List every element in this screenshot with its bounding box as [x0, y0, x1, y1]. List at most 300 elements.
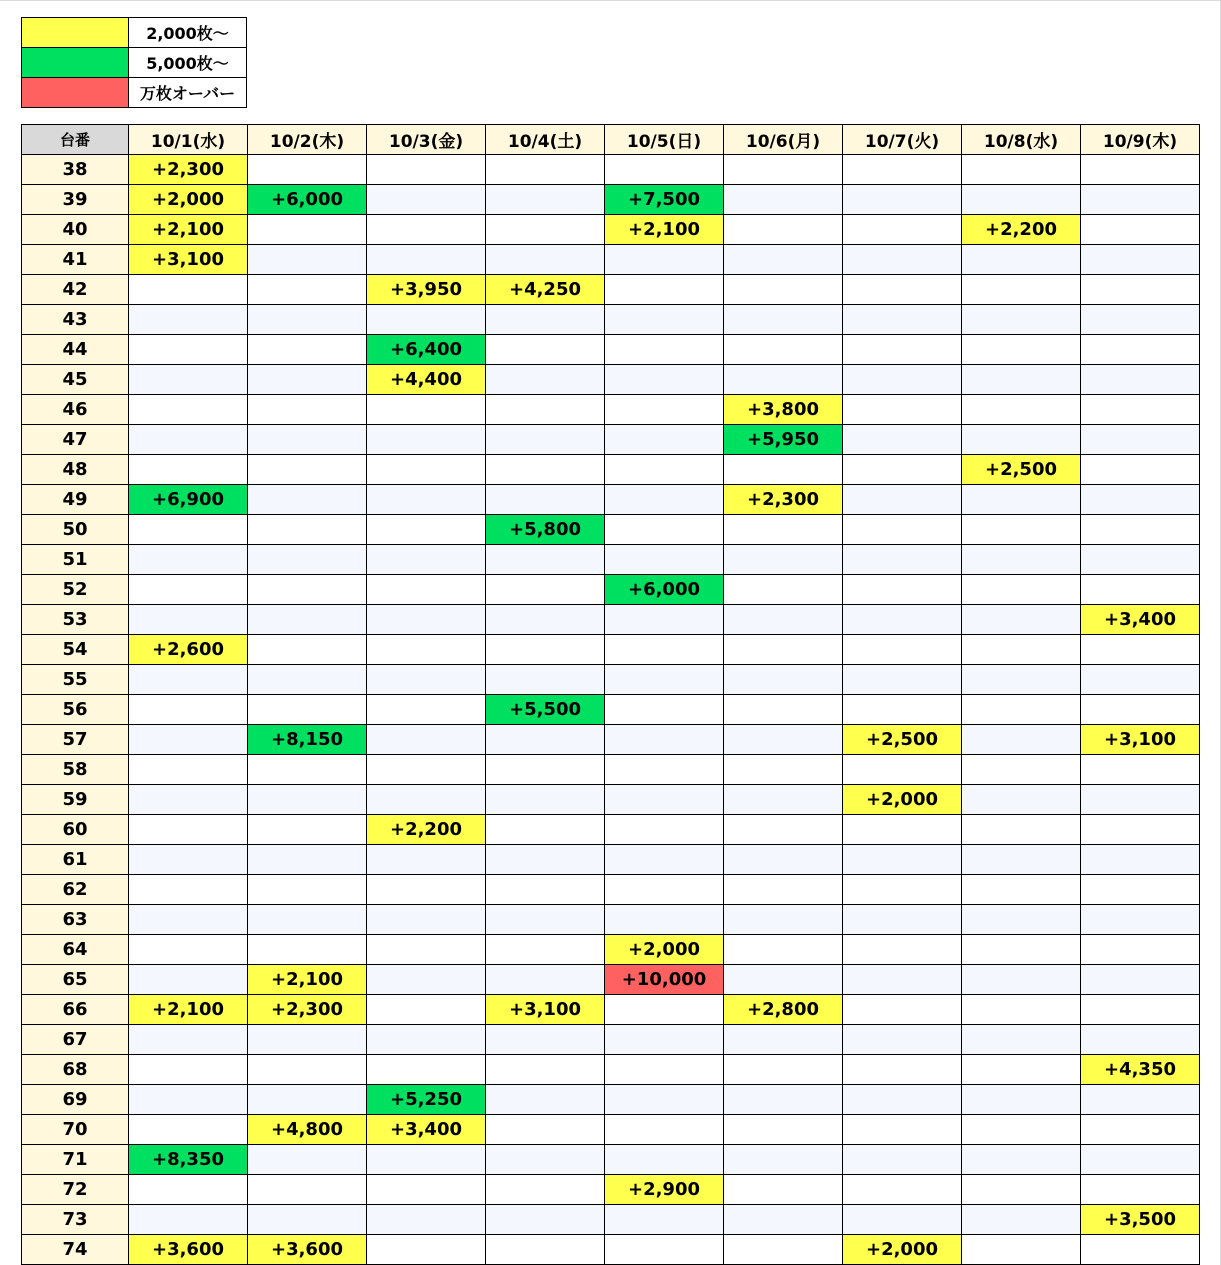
machine-number: 62 [22, 875, 129, 905]
result-cell [724, 695, 843, 725]
machine-number: 63 [22, 905, 129, 935]
result-cell [486, 575, 605, 605]
table-row [22, 335, 1200, 365]
result-cell [962, 245, 1081, 275]
result-cell [843, 485, 962, 515]
table-row [22, 635, 1200, 665]
result-cell [248, 215, 367, 245]
result-cell: +8,350 [129, 1145, 248, 1175]
result-cell [605, 1085, 724, 1115]
result-cell [605, 815, 724, 845]
result-cell [962, 935, 1081, 965]
result-cell [248, 515, 367, 545]
result-cell: +3,100 [1081, 725, 1200, 755]
results-table [21, 124, 1200, 1265]
result-cell [843, 425, 962, 455]
result-cell [129, 1175, 248, 1205]
legend-label-2000: 2,000枚～ [129, 18, 247, 48]
result-cell [843, 965, 962, 995]
result-cell [486, 875, 605, 905]
result-cell [962, 785, 1081, 815]
result-cell [1081, 1175, 1200, 1205]
result-cell [843, 1055, 962, 1085]
table-row [22, 755, 1200, 785]
result-cell [843, 185, 962, 215]
result-cell [367, 425, 486, 455]
machine-number: 40 [22, 215, 129, 245]
date-header: 10/9(木) [1081, 125, 1200, 155]
machine-number: 39 [22, 185, 129, 215]
result-cell [248, 275, 367, 305]
result-cell [367, 215, 486, 245]
result-cell [1081, 785, 1200, 815]
result-cell: +2,900 [605, 1175, 724, 1205]
result-cell [129, 575, 248, 605]
result-cell [843, 1115, 962, 1145]
result-cell [724, 1085, 843, 1115]
result-cell [962, 1175, 1081, 1205]
result-cell [486, 335, 605, 365]
result-cell [962, 545, 1081, 575]
result-cell [724, 1175, 843, 1205]
result-cell [1081, 455, 1200, 485]
result-cell [843, 545, 962, 575]
result-cell [367, 395, 486, 425]
result-cell [248, 815, 367, 845]
machine-number: 57 [22, 725, 129, 755]
result-cell: +4,800 [248, 1115, 367, 1145]
machine-number: 73 [22, 1205, 129, 1235]
result-cell [724, 515, 843, 545]
result-cell [248, 305, 367, 335]
table-row [22, 665, 1200, 695]
result-cell [843, 695, 962, 725]
result-cell [486, 305, 605, 335]
result-cell [605, 155, 724, 185]
result-cell [486, 215, 605, 245]
result-cell [129, 845, 248, 875]
result-cell [129, 875, 248, 905]
machine-number: 54 [22, 635, 129, 665]
result-cell [724, 665, 843, 695]
result-cell [367, 935, 486, 965]
table-row [22, 455, 1200, 485]
result-cell [367, 695, 486, 725]
result-cell: +2,500 [843, 725, 962, 755]
result-cell [1081, 425, 1200, 455]
table-row [22, 1145, 1200, 1175]
result-cell [248, 155, 367, 185]
result-cell [962, 365, 1081, 395]
result-cell [486, 365, 605, 395]
result-cell [367, 905, 486, 935]
result-cell: +3,950 [367, 275, 486, 305]
machine-number: 53 [22, 605, 129, 635]
result-cell [605, 365, 724, 395]
result-cell [605, 1145, 724, 1175]
table-row [22, 965, 1200, 995]
result-cell: +2,000 [843, 1235, 962, 1265]
result-cell: +5,250 [367, 1085, 486, 1115]
result-cell [486, 1115, 605, 1145]
result-cell [962, 335, 1081, 365]
result-cell [486, 1235, 605, 1265]
result-cell [843, 395, 962, 425]
result-cell [367, 575, 486, 605]
result-cell [1081, 1085, 1200, 1115]
table-row [22, 305, 1200, 335]
result-cell [367, 845, 486, 875]
result-cell [129, 755, 248, 785]
result-cell [724, 905, 843, 935]
result-cell [962, 845, 1081, 875]
result-cell [486, 245, 605, 275]
result-cell [724, 1115, 843, 1145]
result-cell [843, 245, 962, 275]
result-cell [605, 725, 724, 755]
machine-number: 45 [22, 365, 129, 395]
result-cell [1081, 1145, 1200, 1175]
machine-number: 64 [22, 935, 129, 965]
result-cell [962, 1205, 1081, 1235]
result-cell [248, 1025, 367, 1055]
result-cell [1081, 185, 1200, 215]
result-cell [724, 305, 843, 335]
result-cell [129, 1115, 248, 1145]
result-cell [1081, 245, 1200, 275]
date-header: 10/4(土) [486, 125, 605, 155]
result-cell [1081, 875, 1200, 905]
machine-number: 43 [22, 305, 129, 335]
result-cell [367, 155, 486, 185]
result-cell [367, 875, 486, 905]
result-cell [367, 635, 486, 665]
result-cell [486, 845, 605, 875]
result-cell [248, 1085, 367, 1115]
result-cell [1081, 995, 1200, 1025]
result-cell [962, 515, 1081, 545]
machine-number: 65 [22, 965, 129, 995]
table-row [22, 575, 1200, 605]
machine-number-header: 台番 [22, 125, 129, 155]
result-cell [248, 635, 367, 665]
result-cell [486, 905, 605, 935]
result-cell [367, 665, 486, 695]
result-cell: +4,350 [1081, 1055, 1200, 1085]
result-cell [605, 275, 724, 305]
result-cell: +2,100 [605, 215, 724, 245]
result-cell [724, 845, 843, 875]
table-row [22, 1085, 1200, 1115]
result-cell [367, 515, 486, 545]
result-cell [1081, 905, 1200, 935]
result-cell [605, 1205, 724, 1235]
result-cell [248, 395, 367, 425]
result-cell [843, 1205, 962, 1235]
machine-number: 67 [22, 1025, 129, 1055]
result-cell [843, 1025, 962, 1055]
legend-row-2000 [22, 18, 247, 48]
date-header: 10/7(火) [843, 125, 962, 155]
result-cell [962, 1235, 1081, 1265]
result-cell [962, 605, 1081, 635]
result-cell [248, 1145, 367, 1175]
result-cell [843, 215, 962, 245]
result-cell [248, 425, 367, 455]
result-cell [248, 545, 367, 575]
table-row [22, 395, 1200, 425]
result-cell [724, 1025, 843, 1055]
result-cell [605, 1055, 724, 1085]
result-cell [724, 215, 843, 245]
result-cell: +2,000 [605, 935, 724, 965]
result-cell [724, 185, 843, 215]
result-cell [605, 1235, 724, 1265]
result-cell [1081, 545, 1200, 575]
result-cell [1081, 515, 1200, 545]
result-cell [1081, 575, 1200, 605]
result-cell [843, 365, 962, 395]
result-cell: +3,600 [129, 1235, 248, 1265]
result-cell [129, 275, 248, 305]
result-cell [843, 1145, 962, 1175]
result-cell [248, 905, 367, 935]
result-cell: +6,000 [248, 185, 367, 215]
result-cell [605, 515, 724, 545]
result-cell [486, 1055, 605, 1085]
result-cell [605, 995, 724, 1025]
result-cell [486, 545, 605, 575]
result-cell [843, 905, 962, 935]
result-cell [605, 755, 724, 785]
table-row [22, 545, 1200, 575]
result-cell [486, 185, 605, 215]
result-cell [962, 575, 1081, 605]
table-row [22, 1175, 1200, 1205]
result-cell [129, 665, 248, 695]
result-cell: +2,300 [724, 485, 843, 515]
result-cell [129, 905, 248, 935]
result-cell [605, 395, 724, 425]
result-cell [724, 815, 843, 845]
machine-number: 52 [22, 575, 129, 605]
result-cell: +8,150 [248, 725, 367, 755]
result-cell [486, 485, 605, 515]
result-cell [486, 785, 605, 815]
result-cell [1081, 665, 1200, 695]
result-cell [724, 155, 843, 185]
result-cell [486, 395, 605, 425]
machine-number: 38 [22, 155, 129, 185]
machine-number: 47 [22, 425, 129, 455]
result-cell [129, 965, 248, 995]
result-cell [1081, 755, 1200, 785]
machine-number: 61 [22, 845, 129, 875]
legend-label-5000: 5,000枚～ [129, 48, 247, 78]
result-cell [367, 1055, 486, 1085]
machine-number: 42 [22, 275, 129, 305]
table-row [22, 605, 1200, 635]
result-cell [605, 425, 724, 455]
result-cell [129, 695, 248, 725]
legend-swatch-red [22, 78, 129, 108]
result-cell [962, 1115, 1081, 1145]
result-cell [724, 935, 843, 965]
result-cell [129, 1055, 248, 1085]
result-cell [724, 965, 843, 995]
result-cell: +6,400 [367, 335, 486, 365]
result-cell [367, 755, 486, 785]
result-cell [605, 905, 724, 935]
result-cell [724, 1205, 843, 1235]
result-cell [129, 1025, 248, 1055]
machine-number: 60 [22, 815, 129, 845]
result-cell [248, 485, 367, 515]
machine-number: 56 [22, 695, 129, 725]
result-cell [1081, 215, 1200, 245]
table-row [22, 425, 1200, 455]
result-cell: +2,600 [129, 635, 248, 665]
table-right-edge [1199, 124, 1200, 1265]
result-cell [486, 1175, 605, 1205]
result-cell [248, 1055, 367, 1085]
result-cell [367, 995, 486, 1025]
result-cell [486, 755, 605, 785]
result-cell [367, 605, 486, 635]
result-cell [843, 935, 962, 965]
machine-number: 66 [22, 995, 129, 1025]
result-cell [1081, 485, 1200, 515]
result-cell [129, 725, 248, 755]
result-cell: +3,500 [1081, 1205, 1200, 1235]
machine-number: 41 [22, 245, 129, 275]
result-cell [129, 545, 248, 575]
result-cell [367, 1205, 486, 1235]
result-cell [129, 395, 248, 425]
result-cell [367, 245, 486, 275]
result-cell [724, 875, 843, 905]
machine-number: 49 [22, 485, 129, 515]
result-cell [962, 905, 1081, 935]
machine-number: 50 [22, 515, 129, 545]
machine-number: 58 [22, 755, 129, 785]
result-cell [843, 335, 962, 365]
result-cell [724, 335, 843, 365]
result-cell [129, 305, 248, 335]
table-row [22, 515, 1200, 545]
result-cell [724, 365, 843, 395]
result-cell [843, 275, 962, 305]
result-cell [962, 185, 1081, 215]
result-cell [724, 275, 843, 305]
table-row [22, 365, 1200, 395]
result-cell [843, 575, 962, 605]
date-header: 10/3(金) [367, 125, 486, 155]
result-cell [367, 965, 486, 995]
table-row [22, 875, 1200, 905]
result-cell [843, 995, 962, 1025]
result-cell [367, 1175, 486, 1205]
result-cell [605, 1115, 724, 1145]
result-cell [248, 875, 367, 905]
result-cell [724, 545, 843, 575]
table-row [22, 1115, 1200, 1145]
result-cell [248, 335, 367, 365]
result-cell: +5,800 [486, 515, 605, 545]
result-cell [605, 845, 724, 875]
result-cell [129, 335, 248, 365]
result-cell [962, 1085, 1081, 1115]
result-cell [1081, 1115, 1200, 1145]
result-cell [248, 845, 367, 875]
result-cell [367, 485, 486, 515]
result-cell [248, 665, 367, 695]
result-cell [843, 155, 962, 185]
legend-row-10000 [22, 78, 247, 108]
table-row [22, 245, 1200, 275]
result-cell [486, 155, 605, 185]
machine-number: 44 [22, 335, 129, 365]
result-cell: +3,600 [248, 1235, 367, 1265]
result-cell [962, 1145, 1081, 1175]
header-row [22, 125, 1200, 155]
date-header: 10/6(月) [724, 125, 843, 155]
result-cell [962, 815, 1081, 845]
result-cell [1081, 1025, 1200, 1055]
result-cell: +7,500 [605, 185, 724, 215]
result-cell [129, 515, 248, 545]
result-cell [1081, 1235, 1200, 1265]
machine-number: 71 [22, 1145, 129, 1175]
result-cell [605, 545, 724, 575]
result-cell [843, 605, 962, 635]
result-cell: +2,200 [962, 215, 1081, 245]
table-row [22, 1235, 1200, 1265]
result-cell: +6,000 [605, 575, 724, 605]
result-cell [1081, 335, 1200, 365]
result-cell [605, 245, 724, 275]
legend-label-10000: 万枚オーバー [129, 78, 247, 108]
result-cell [724, 725, 843, 755]
result-cell [367, 785, 486, 815]
result-cell [486, 1085, 605, 1115]
result-cell [724, 635, 843, 665]
result-cell [248, 605, 367, 635]
result-cell [843, 305, 962, 335]
date-header: 10/8(水) [962, 125, 1081, 155]
table-row [22, 845, 1200, 875]
result-cell [962, 1055, 1081, 1085]
result-cell [605, 605, 724, 635]
legend-row-5000 [22, 48, 247, 78]
result-cell [248, 365, 367, 395]
result-cell: +2,300 [129, 155, 248, 185]
table-row [22, 725, 1200, 755]
table-row [22, 815, 1200, 845]
result-cell [724, 1145, 843, 1175]
result-cell [486, 1025, 605, 1055]
result-cell [486, 965, 605, 995]
top-border [0, 0, 1221, 1]
result-cell [843, 665, 962, 695]
result-cell: +2,500 [962, 455, 1081, 485]
table-row [22, 1205, 1200, 1235]
result-cell: +2,000 [129, 185, 248, 215]
result-cell [367, 185, 486, 215]
table-row [22, 485, 1200, 515]
result-cell [129, 365, 248, 395]
result-cell [724, 1055, 843, 1085]
